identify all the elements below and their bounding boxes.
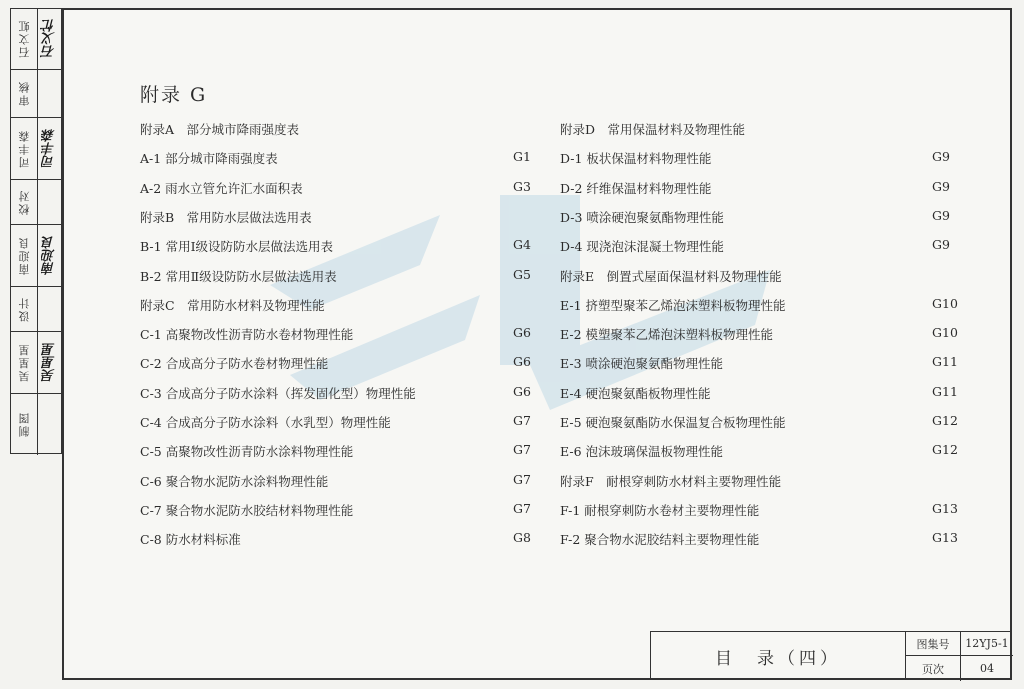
contents-entry: E-2 模塑聚苯乙烯泡沫塑料板物理性能: [560, 327, 774, 343]
approval-role-label: 石文虹: [18, 19, 31, 59]
contents-entry: D-2 纤维保温材料物理性能: [560, 180, 712, 196]
contents-page-number: G11: [932, 383, 958, 399]
contents-entry: C-3 合成高分子防水涂料（挥发固化型）物理性能: [140, 385, 416, 401]
page-number-value: 04: [980, 662, 994, 675]
contents-page-number: G10: [932, 325, 958, 341]
approval-role-label: 南迎良: [18, 236, 31, 275]
title-block: [650, 631, 1012, 680]
approval-cell: [11, 179, 61, 224]
contents-entry: A-1 部分城市降雨强度表: [140, 151, 278, 167]
approval-cell: [11, 224, 61, 286]
approval-divider: [37, 70, 38, 117]
contents-page-number: G12: [932, 442, 958, 458]
approval-divider: [37, 394, 38, 455]
approval-divider: [37, 287, 38, 331]
contents-section-heading: 附录A 部分城市降雨强度表: [140, 122, 300, 137]
contents-entry: C-8 防水材料标准: [140, 532, 241, 548]
approval-divider: [37, 9, 38, 69]
contents-entry: D-4 现浇泡沫混凝土物理性能: [560, 239, 724, 255]
contents-section-heading: 附录D 常用保温材料及物理性能: [560, 122, 746, 137]
contents-entry: E-3 喷涂硬泡聚氨酯物理性能: [560, 356, 724, 372]
signature: [39, 182, 61, 222]
contents-entry: E-4 硬泡聚氨酯板物理性能: [560, 385, 711, 401]
contents-section-heading: 附录C 常用防水材料及物理性能: [140, 297, 325, 313]
approval-role-label: 司丰森: [18, 129, 31, 168]
approval-role-label: 吴星星: [18, 343, 31, 382]
page-title: 附录 G: [140, 84, 208, 106]
contents-entry: E-1 挤塑型聚苯乙烯泡沫塑料板物理性能: [560, 297, 786, 313]
signature: [39, 396, 61, 453]
signature: [39, 289, 61, 329]
contents-entry: C-6 聚合物水泥防水涂料物理性能: [140, 473, 329, 489]
approval-cell: [11, 69, 61, 117]
contents-page-number: G7: [513, 413, 531, 428]
contents-page-number: G7: [513, 471, 531, 487]
contents-page-number: G1: [513, 149, 531, 165]
contents-entry: C-1 高聚物改性沥青防水卷材物理性能: [140, 327, 354, 343]
contents-entry: D-3 喷涂硬泡聚氨酯物理性能: [560, 209, 724, 225]
contents-page-number: G4: [513, 237, 531, 253]
contents-page-number: G6: [513, 354, 531, 370]
drawing-title: 目 录（四）: [651, 632, 906, 680]
contents-entry: E-5 硬泡聚氨酯防水保温复合板物理性能: [560, 415, 786, 430]
signature: 南迎良: [42, 236, 58, 275]
contents-page-number: G13: [932, 500, 958, 516]
contents-page-number: G5: [513, 266, 531, 282]
approval-cell: [11, 117, 61, 179]
page-number-label: 页次: [906, 656, 961, 681]
contents-section-heading: 附录B 常用防水层做法选用表: [140, 209, 312, 225]
contents-page-number: G10: [932, 295, 958, 311]
contents-section-heading: 附录F 耐根穿刺防水材料主要物理性能: [560, 473, 782, 489]
contents-page-number: G12: [932, 413, 958, 428]
approval-divider: [37, 180, 38, 224]
contents-entry: C-4 合成高分子防水涂料（水乳型）物理性能: [140, 415, 391, 430]
atlas-number-value: 12YJ5-1: [961, 632, 1013, 656]
approval-role-label: 校对: [18, 189, 31, 215]
approval-cell: [11, 331, 61, 393]
approval-role-label: 设计: [18, 296, 31, 322]
contents-entry: E-6 泡沫玻璃保温板物理性能: [560, 444, 724, 460]
contents-entry: C-7 聚合物水泥防水胶结材料物理性能: [140, 502, 354, 518]
contents-page-number: G7: [513, 442, 531, 458]
contents-page-number: G7: [513, 500, 531, 516]
contents-entry: B-2 常用Ⅱ级设防防水层做法选用表: [140, 268, 337, 284]
contents-entry: B-1 常用Ⅰ级设防防水层做法选用表: [140, 239, 334, 255]
approval-role-label: 制图: [18, 411, 31, 438]
approval-role-label: 审核: [18, 80, 31, 107]
approval-divider: [37, 225, 38, 286]
atlas-number-label: 图集号: [906, 632, 961, 656]
approval-cell: [11, 9, 61, 69]
approval-strip: [10, 8, 62, 454]
approval-divider: [37, 332, 38, 393]
contents-entry: A-2 雨水立管允许汇水面积表: [140, 180, 303, 196]
signature: 司丰森: [42, 129, 58, 168]
contents-page-number: G11: [932, 354, 958, 370]
contents-page-number: G3: [513, 178, 531, 194]
contents-page-number: G9: [932, 149, 950, 165]
contents-entry: F-1 耐根穿刺防水卷材主要物理性能: [560, 502, 760, 518]
signature: 吴星星: [42, 343, 58, 382]
approval-cell: [11, 393, 61, 455]
approval-divider: [37, 118, 38, 179]
signature: 石义忙: [42, 19, 58, 59]
contents-page-number: G6: [513, 325, 531, 341]
contents-page-number: G9: [932, 207, 950, 223]
approval-cell: [11, 286, 61, 331]
contents-entry: C-2 合成高分子防水卷材物理性能: [140, 356, 329, 372]
contents-section-heading: 附录E 倒置式屋面保温材料及物理性能: [560, 268, 782, 284]
contents-page-number: G9: [932, 237, 950, 253]
contents-page-number: G8: [513, 530, 531, 546]
contents-entry: D-1 板状保温材料物理性能: [560, 151, 712, 167]
contents-page-number: G9: [932, 178, 950, 194]
contents-entry: C-5 高聚物改性沥青防水涂料物理性能: [140, 444, 354, 460]
contents-page-number: G6: [513, 383, 531, 399]
signature: [39, 72, 61, 115]
contents-page-number: G13: [932, 530, 958, 546]
contents-entry: F-2 聚合物水泥胶结料主要物理性能: [560, 532, 760, 548]
